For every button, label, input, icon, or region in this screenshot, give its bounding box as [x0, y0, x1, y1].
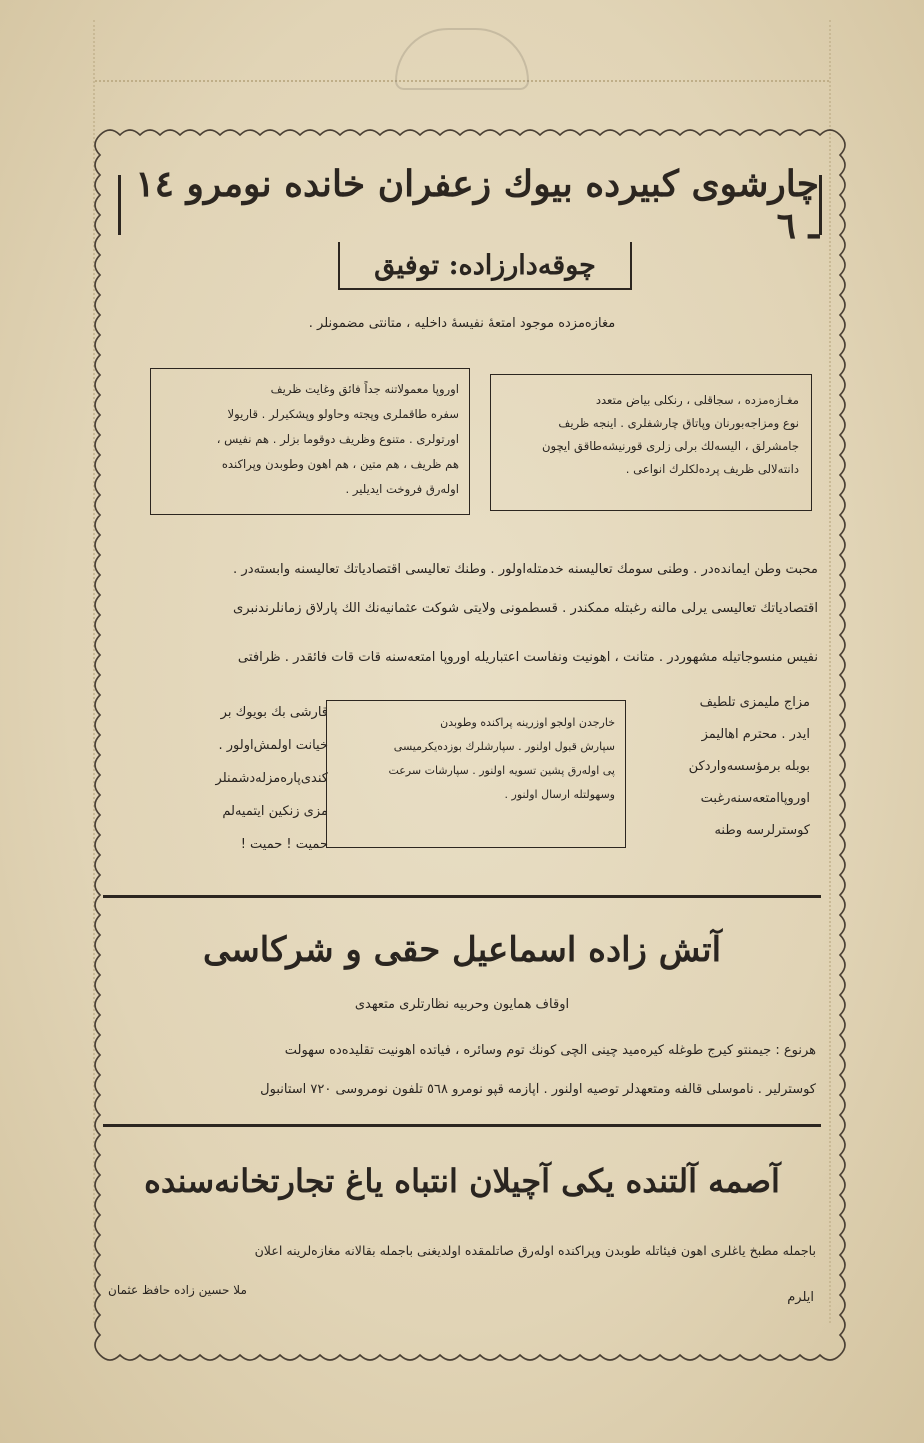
column-right [630, 687, 810, 847]
column-right-line: ایدر . محترم اهالیمز [701, 727, 810, 742]
ad3-closing: ایلرم [787, 1290, 814, 1305]
center-box-line: وسهولتله ارسال اولنور . [504, 788, 615, 801]
page-title: چارشوی کبیرده بیوك زعفران خانده نومرو ١٤ ـ ٦ [135, 163, 819, 247]
box-right-line: جامشرلق ، الیسه‌لك برلی زلری قورنیشه‌طاقق ایچون [541, 439, 799, 453]
box-right-line: مغـازه‌مزده ، سجاقلی ، رنکلی بیاض متعدد [595, 393, 799, 407]
box-left-line: اوله‌رق فروخت ایدیلیر . [345, 482, 459, 496]
ad2-line: هرنوع : جیمنتو کیرج طوغله کیره‌مید چینی آلچی کونك توم وسائره ، فیاتده اهونیت تقلیده‌ده سهولت [284, 1043, 816, 1058]
box-left-line: اورتولری . متنوع وظریف دوقوما بزلر . هم نفیس ، [216, 432, 459, 446]
ad2-title: آتش زاده اسماعیل حقی و شرکاسی [202, 930, 722, 970]
ad3-title: آصمه آلتنده یکی آچیلان انتباه یاغ تجارتخانه‌سنده [144, 1162, 780, 1200]
box-right-line: دانته‌لالی ظریف پرده‌لکلرك انواعی . [625, 462, 799, 476]
column-left-line: قارشی بك بویوك بر [220, 705, 328, 720]
center-order-box [326, 700, 626, 848]
column-left-line: کندی‌پاره‌مزله‌دشمنلر [215, 771, 328, 786]
paragraph-line: اقتصادیاتك تعالیسی یرلی مالنه رغبتله ممکندر . قسطمونی ولایتی شوکت عثمانیه‌نك الك پارلاق زمانلرندنبری [232, 601, 818, 616]
ad3-signature: ملا حسین زاده حافظ عثمان [108, 1283, 247, 1297]
box-left-line: اوروپا معمولاتنه جداً فائق وغایت ظریف [270, 382, 459, 396]
column-right-line: مزاج ملیمزی تلطیف [699, 695, 810, 710]
column-right-line: کوسترلرسه وطنه [714, 823, 810, 838]
section-divider [103, 895, 821, 898]
ad-box-right [490, 374, 812, 511]
paragraph-line: نفیس منسوجاتیله مشهوردر . متانت ، اهونیت ونفاست اعتباریله اوروپا امتعه‌سنه قات قات فائقدر . ظرافتی [237, 650, 818, 665]
box-right-line: نوع ومزاجه‌بورنان وپاتاق چارشفلری . اینجه ظریف [558, 416, 799, 430]
ad3-line: باجمله مطبخ یاغلری اهون فیئاتله طوبدن وپراکنده اوله‌رق صاتلمقده اولدیغنی باجمله بقالانه مغازه‌لرینه اعلان [254, 1243, 816, 1258]
column-right-line: اوروپاامتعه‌سنه‌رغبت [700, 791, 810, 806]
ad2-line: کوسترلیر . ناموسلی قالفه ومتعهدلر توصیه اولنور . آپازمه قپو نومرو ٥٦٨ تلفون نومروسی ٧٢٠ استانبول [260, 1082, 816, 1097]
column-left-line: خیانت اولمش‌اولور . [218, 738, 328, 753]
center-box-line: خارجدن اولجو اوزرینه پراکنده وطوبدن [440, 716, 615, 729]
column-right-line: بوبله برمؤسسه‌واردکن [688, 759, 810, 774]
center-box-line: پی اوله‌رق پشین تسویه اولنور . سپارشات سرعت [388, 764, 615, 777]
column-left [138, 696, 328, 861]
paragraph-line: محبت وطن ایمانده‌در . وطنی سومك تعالیسنه خدمتله‌اولور . وطنك تعالیسی اقتصادیاتك تعالیسنه وابسته‌در . [232, 562, 818, 577]
column-left-line: حمیت ! حمیت ! [240, 837, 328, 852]
ad2-subtitle: اوقاف همایون وحربیه نظارتلری متعهدی [354, 997, 570, 1012]
header-title-box [118, 163, 822, 247]
merchant-name: چوقه‌دارزاده: توفیق [374, 249, 596, 281]
center-box-line: سپارش قبول اولنور . سپارشلرك بوزده‌یکرمیسی [393, 740, 615, 753]
section-divider [103, 1124, 821, 1127]
column-left-line: مزی زنکین ایتمیه‌لم [222, 804, 328, 819]
header-subtitle-box [338, 242, 632, 290]
tagline: مغازه‌مزده موجود امتعهٔ نفیسهٔ داخلیه ، متانتی مضمونلر . [308, 316, 616, 331]
ad-box-left [150, 368, 470, 515]
box-left-line: سفره طاقملری وپجته وحاولو وپشکیرلر . قاریولا [227, 407, 459, 421]
box-left-line: هم ظریف ، هم متین ، هم اهون وطوبدن وپراکنده [221, 457, 459, 471]
